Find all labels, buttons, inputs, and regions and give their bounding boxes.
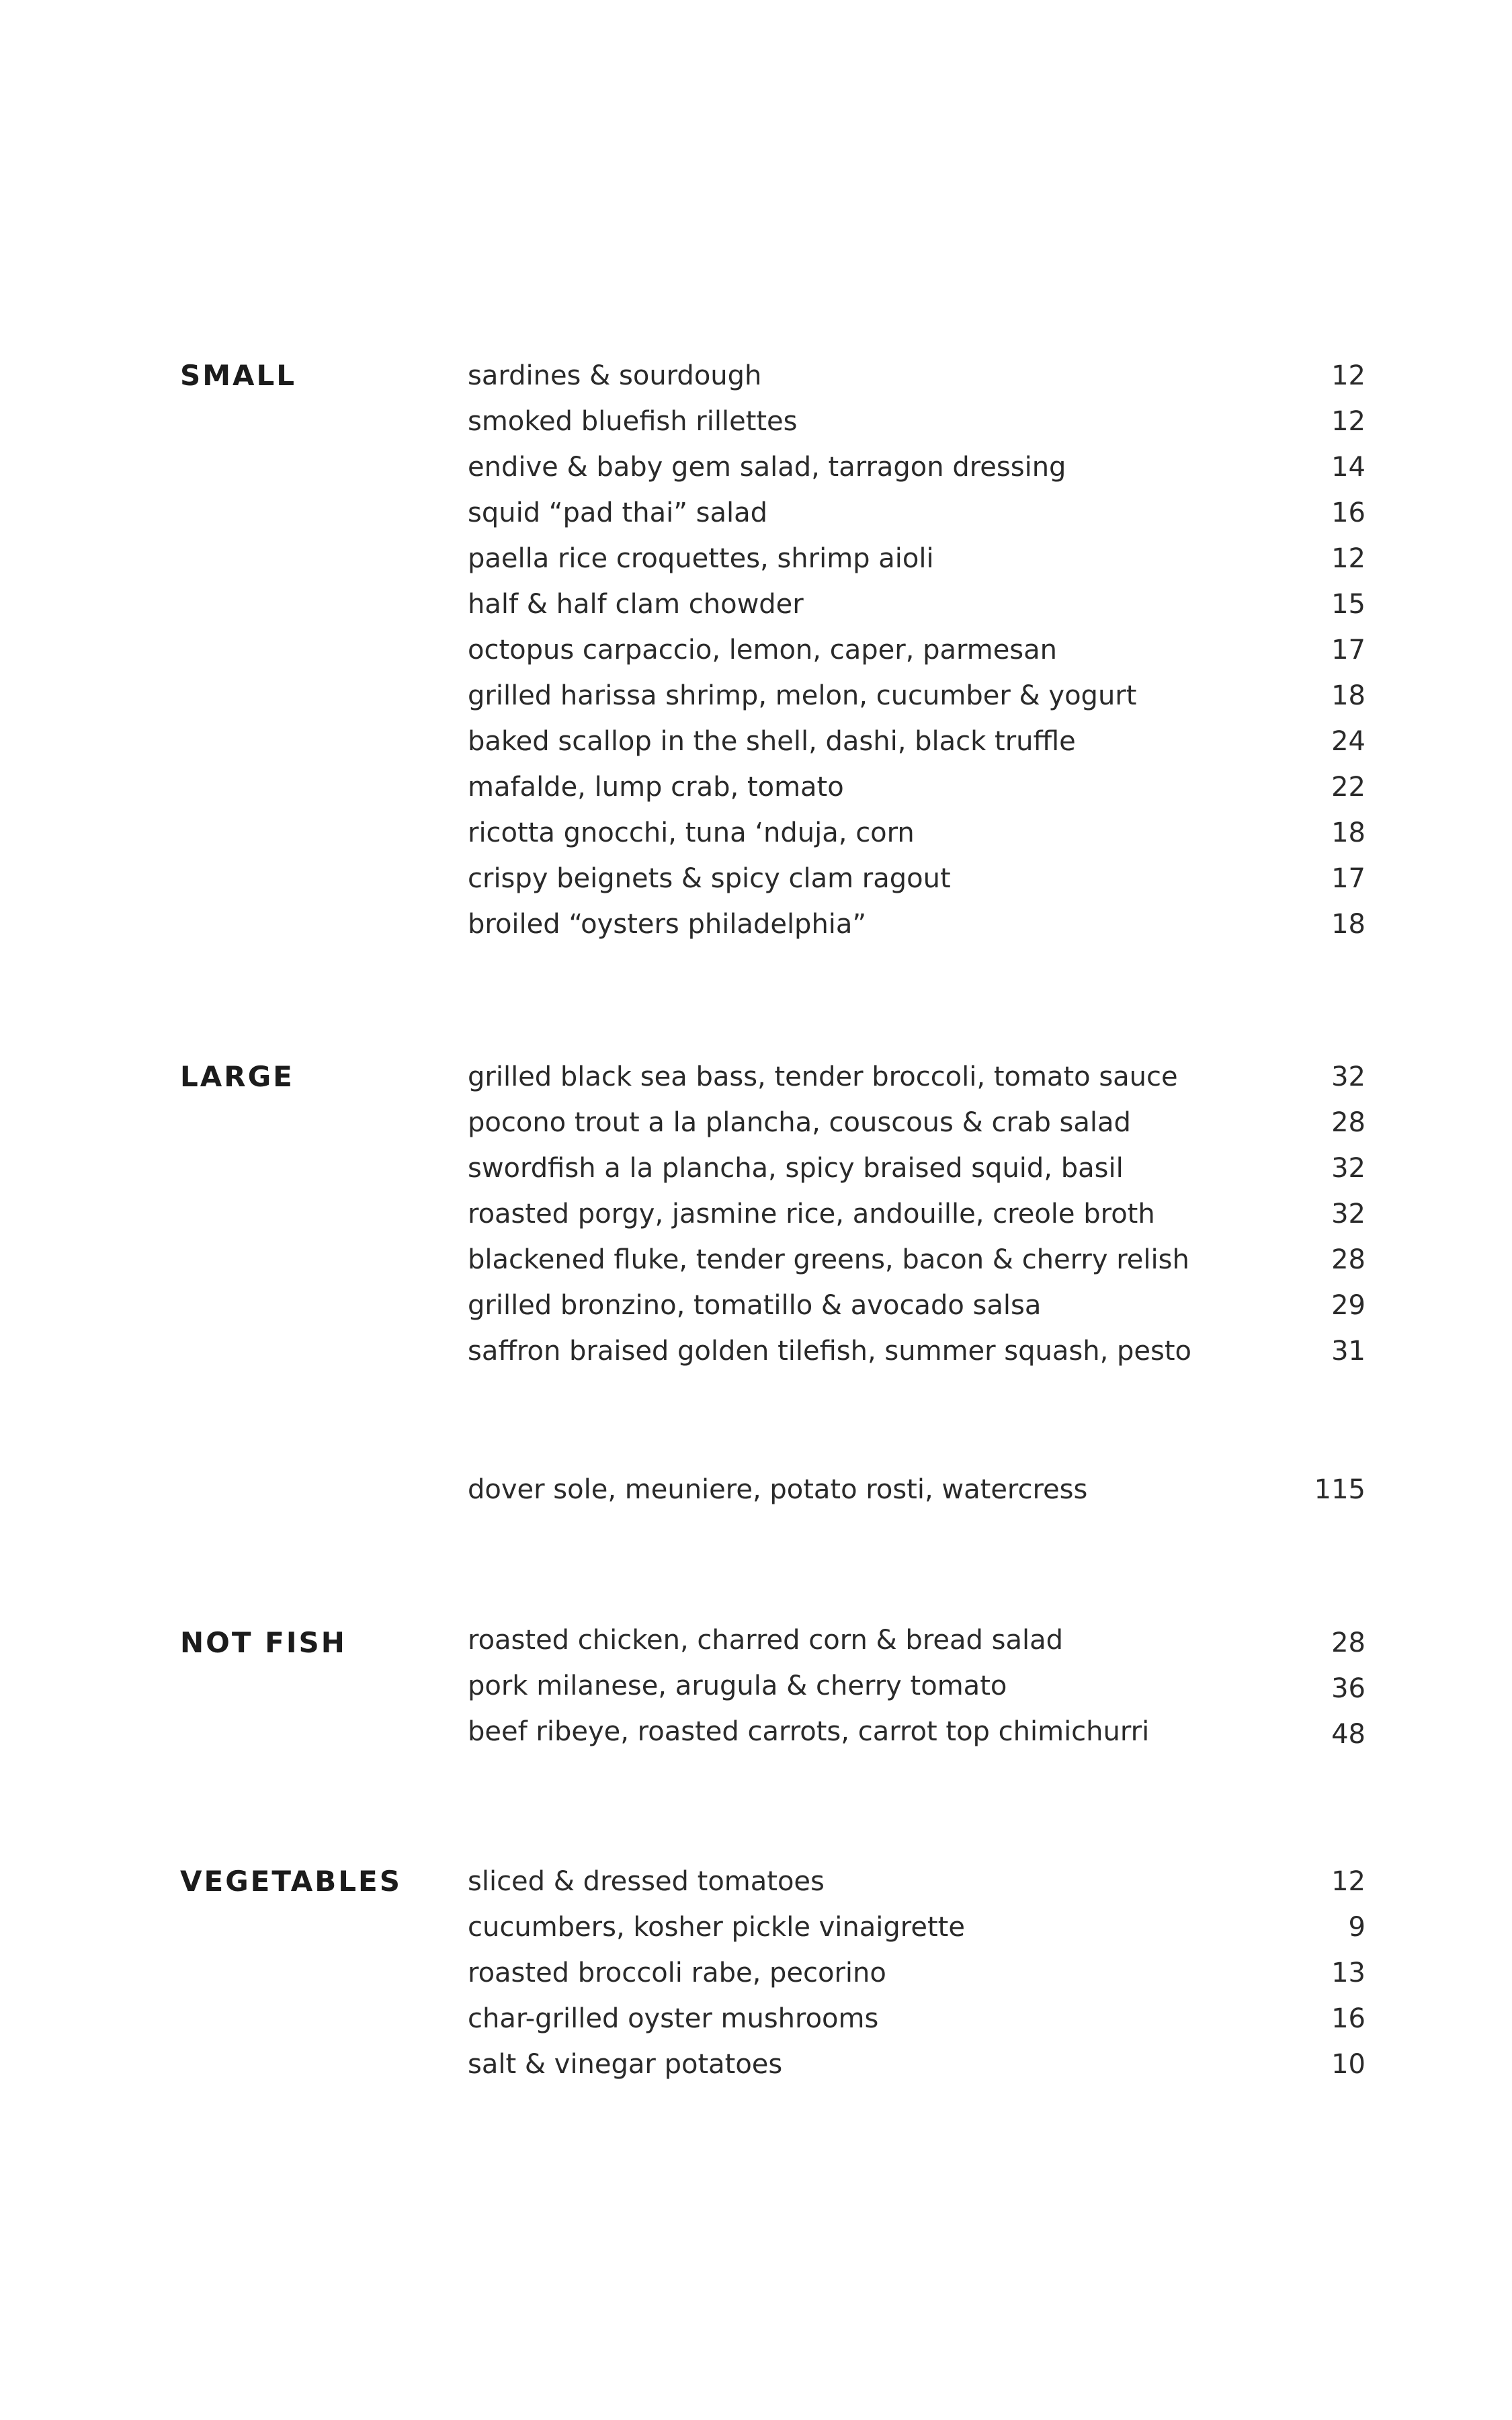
menu-item xyxy=(0,581,1512,627)
item-price: 16 xyxy=(1331,2003,1366,2034)
menu-item xyxy=(0,1191,1512,1237)
menu-list-not-fish xyxy=(0,1617,1512,1755)
item-name: mafalde, lump crab, tomato xyxy=(468,772,844,803)
item-price: 32 xyxy=(1331,1061,1366,1092)
item-price: 24 xyxy=(1331,726,1366,757)
item-price: 13 xyxy=(1331,1958,1366,1988)
item-price: 14 xyxy=(1331,452,1366,483)
menu-item xyxy=(0,1904,1512,1950)
item-price: 12 xyxy=(1331,1866,1366,1897)
menu-item xyxy=(0,1617,1512,1663)
item-name: blackened fluke, tender greens, bacon & cherry relish xyxy=(468,1244,1189,1275)
item-name: paella rice croquettes, shrimp aioli xyxy=(468,543,934,574)
menu-item xyxy=(0,810,1512,856)
item-name: char-grilled oyster mushrooms xyxy=(468,2003,879,2034)
item-price: 16 xyxy=(1331,497,1366,528)
menu-item xyxy=(0,901,1512,947)
menu-list-special xyxy=(0,1467,1512,1513)
menu-item xyxy=(0,536,1512,581)
menu-item xyxy=(0,399,1512,444)
item-price: 31 xyxy=(1331,1336,1366,1367)
menu-item xyxy=(0,490,1512,536)
item-price: 28 xyxy=(1331,1627,1366,1658)
section-heading-not-fish: NOT FISH xyxy=(180,1626,347,1659)
menu-list-vegetables xyxy=(0,1859,1512,2087)
item-name: half & half clam chowder xyxy=(468,589,804,620)
item-price: 12 xyxy=(1331,406,1366,437)
item-name: squid “pad thai” salad xyxy=(468,497,767,528)
item-name: sardines & sourdough xyxy=(468,360,762,391)
item-price: 115 xyxy=(1314,1474,1366,1505)
menu-item xyxy=(0,719,1512,764)
menu-item xyxy=(0,1100,1512,1145)
menu-item xyxy=(0,353,1512,399)
item-price: 22 xyxy=(1331,772,1366,803)
item-name: grilled bronzino, tomatillo & avocado salsa xyxy=(468,1290,1042,1321)
item-price: 9 xyxy=(1348,1912,1366,1943)
item-price: 15 xyxy=(1331,589,1366,620)
menu-list-small xyxy=(0,353,1512,947)
item-name: octopus carpaccio, lemon, caper, parmesan xyxy=(468,635,1058,666)
menu-item xyxy=(0,627,1512,673)
item-name: grilled harissa shrimp, melon, cucumber & yogurt xyxy=(468,680,1137,711)
item-name: broiled “oysters philadelphia” xyxy=(468,909,867,940)
item-name: smoked bluefish rillettes xyxy=(468,406,798,437)
item-price: 18 xyxy=(1331,909,1366,940)
menu-item xyxy=(0,673,1512,719)
item-name: saffron braised golden tilefish, summer squash, pesto xyxy=(468,1336,1192,1367)
section-heading-vegetables: VEGETABLES xyxy=(180,1865,402,1898)
item-price: 18 xyxy=(1331,817,1366,848)
item-price: 32 xyxy=(1331,1153,1366,1184)
item-name: cucumbers, kosher pickle vinaigrette xyxy=(468,1912,965,1943)
menu-item xyxy=(0,1663,1512,1709)
item-name: crispy beignets & spicy clam ragout xyxy=(468,863,951,894)
item-price: 28 xyxy=(1331,1244,1366,1275)
item-name: roasted chicken, charred corn & bread salad xyxy=(468,1625,1063,1656)
item-name: beef ribeye, roasted carrots, carrot top chimichurri xyxy=(468,1716,1150,1747)
item-price: 28 xyxy=(1331,1107,1366,1138)
menu-item xyxy=(0,764,1512,810)
item-name: dover sole, meuniere, potato rosti, watercress xyxy=(468,1474,1088,1505)
item-price: 48 xyxy=(1331,1719,1366,1750)
menu-item xyxy=(0,1145,1512,1191)
menu-item xyxy=(0,1054,1512,1100)
menu-item xyxy=(0,1467,1512,1513)
item-name: grilled black sea bass, tender broccoli, tomato sauce xyxy=(468,1061,1178,1092)
item-price: 29 xyxy=(1331,1290,1366,1321)
menu-item xyxy=(0,2042,1512,2087)
item-price: 17 xyxy=(1331,863,1366,894)
item-price: 32 xyxy=(1331,1199,1366,1229)
item-price: 12 xyxy=(1331,543,1366,574)
menu-item xyxy=(0,1950,1512,1996)
item-name: sliced & dressed tomatoes xyxy=(468,1866,825,1897)
item-price: 18 xyxy=(1331,680,1366,711)
item-name: pocono trout a la plancha, couscous & crab salad xyxy=(468,1107,1131,1138)
menu-item xyxy=(0,444,1512,490)
item-name: pork milanese, arugula & cherry tomato xyxy=(468,1670,1007,1701)
menu-item xyxy=(0,1859,1512,1904)
menu-item xyxy=(0,1328,1512,1374)
menu-item xyxy=(0,1996,1512,2042)
item-price: 10 xyxy=(1331,2049,1366,2080)
item-name: salt & vinegar potatoes xyxy=(468,2049,783,2080)
item-name: endive & baby gem salad, tarragon dressing xyxy=(468,452,1066,483)
item-name: swordfish a la plancha, spicy braised squid, basil xyxy=(468,1153,1124,1184)
item-name: roasted porgy, jasmine rice, andouille, creole broth xyxy=(468,1199,1155,1229)
menu-list-large xyxy=(0,1054,1512,1374)
menu-item xyxy=(0,1237,1512,1283)
item-name: ricotta gnocchi, tuna ‘nduja, corn xyxy=(468,817,915,848)
menu-item xyxy=(0,1709,1512,1755)
item-price: 17 xyxy=(1331,635,1366,666)
item-name: roasted broccoli rabe, pecorino xyxy=(468,1958,886,1988)
item-price: 12 xyxy=(1331,360,1366,391)
item-price: 36 xyxy=(1331,1673,1366,1704)
menu-item xyxy=(0,856,1512,901)
section-heading-large: LARGE xyxy=(180,1060,294,1093)
section-heading-small: SMALL xyxy=(180,359,297,392)
menu-item xyxy=(0,1283,1512,1328)
item-name: baked scallop in the shell, dashi, black truffle xyxy=(468,726,1076,757)
